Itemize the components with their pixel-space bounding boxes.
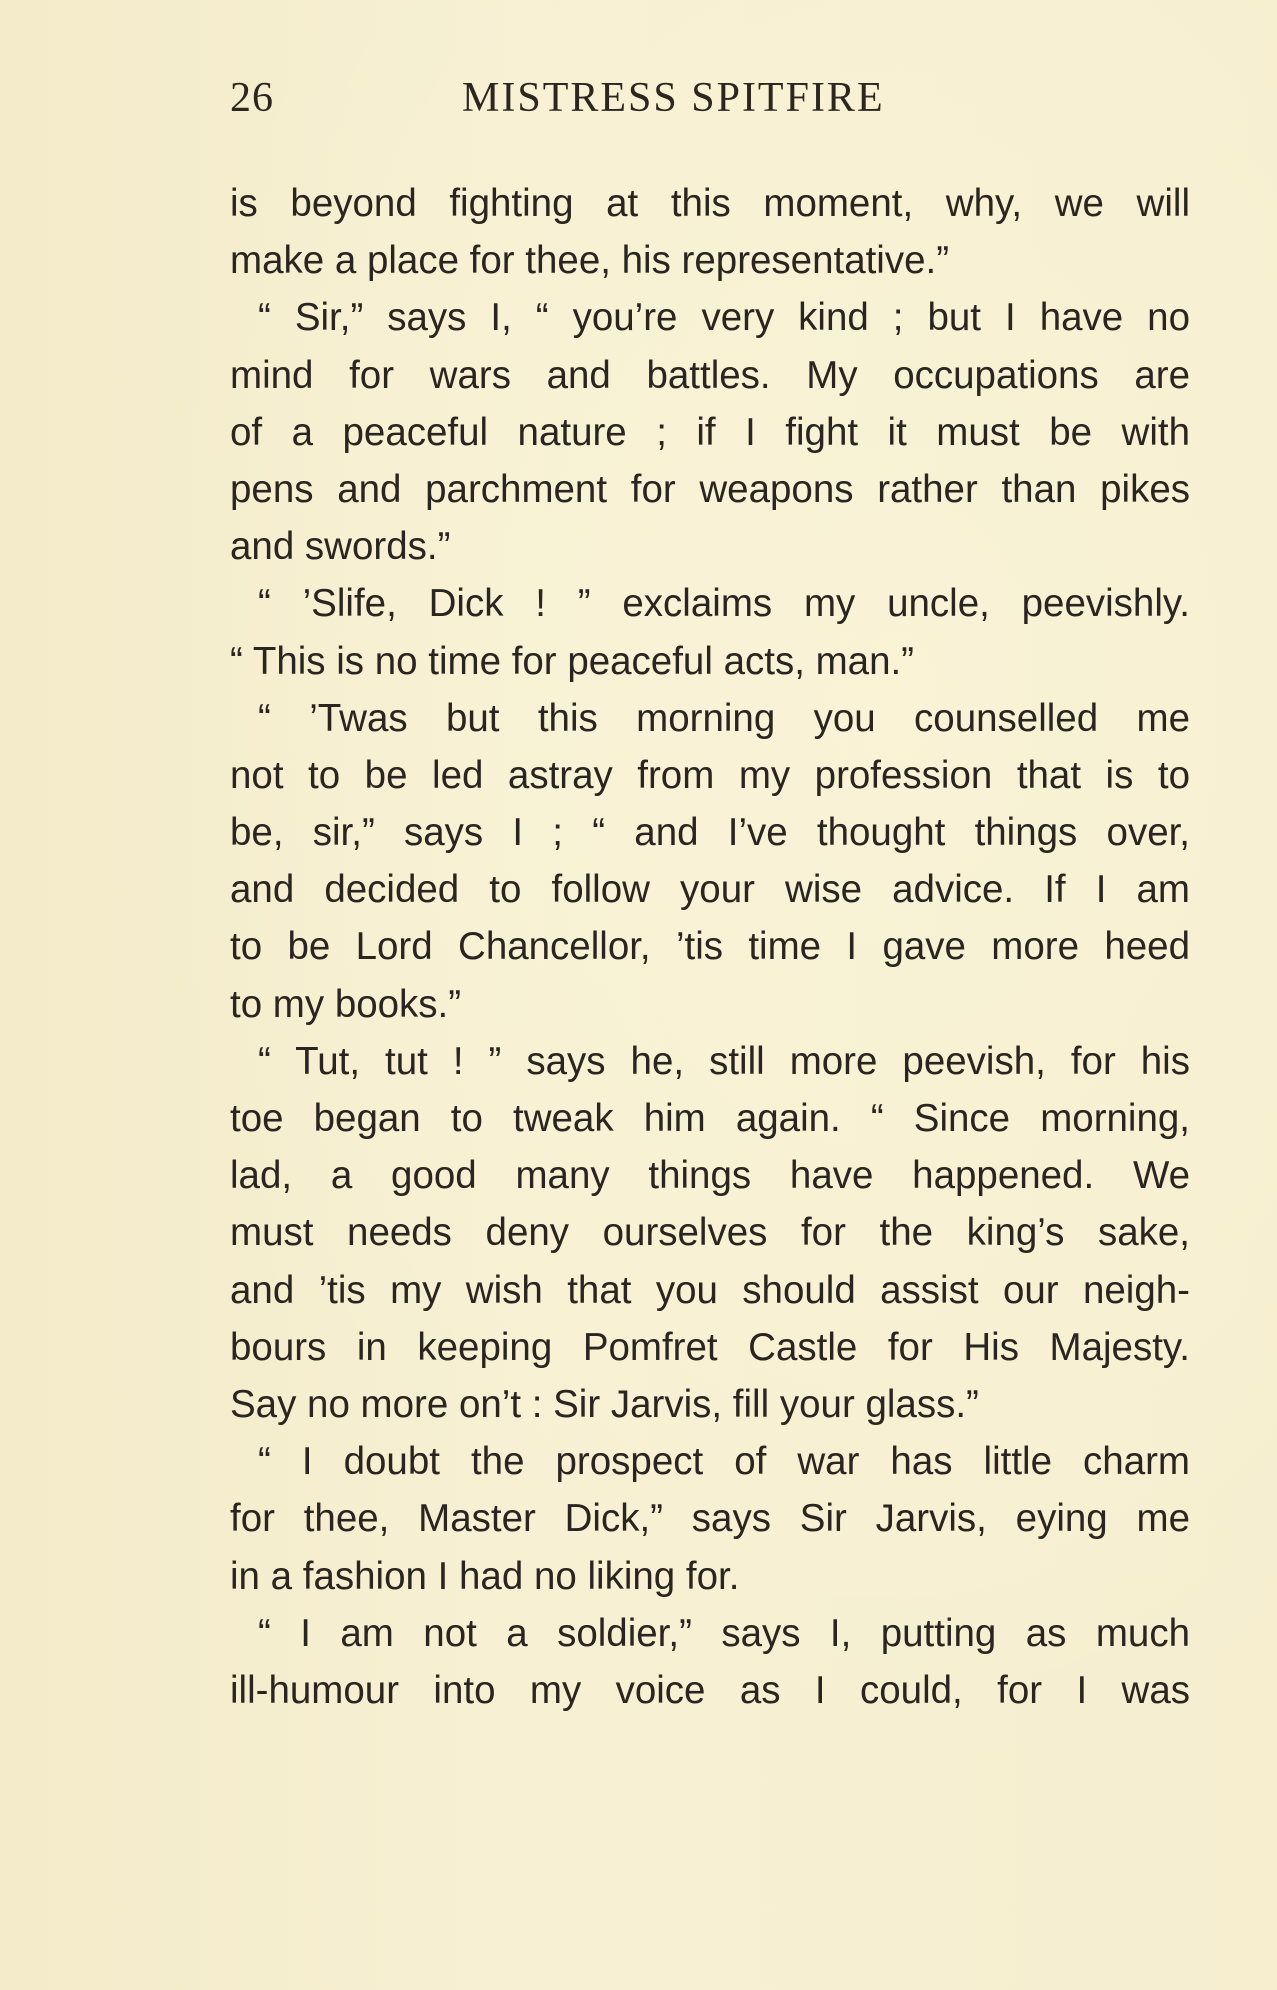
- text-line: to my books.”: [230, 982, 462, 1026]
- text-line: not to be led astray from my profession that is to: [230, 753, 1190, 797]
- text-line: “ Tut, tut ! ” says he, still more peevish, for his: [258, 1039, 1190, 1083]
- body-text: [230, 175, 1190, 1719]
- text-line: “ ’Slife, Dick ! ” exclaims my uncle, peevishly.: [258, 582, 1190, 626]
- text-line: and ’tis my wish that you should assist our neigh-: [230, 1268, 1190, 1312]
- text-line: in a fashion I had no liking for.: [230, 1554, 740, 1598]
- text-line: “ This is no time for peaceful acts, man.”: [230, 639, 914, 683]
- text-line: “ I doubt the prospect of war has little charm: [258, 1440, 1190, 1484]
- text-line: is beyond fighting at this moment, why, we will: [230, 182, 1190, 225]
- text-line: make a place for thee, his representative.”: [230, 239, 950, 283]
- text-line: and swords.”: [230, 525, 451, 569]
- text-line: “ ’Twas but this morning you counselled me: [258, 696, 1190, 740]
- page-number: 26: [230, 75, 274, 121]
- text-line: mind for wars and battles. My occupations are: [230, 353, 1190, 397]
- text-line: “ Sir,” says I, “ you’re very kind ; but I have no: [258, 296, 1190, 340]
- text-line: ill-humour into my voice as I could, for I was: [230, 1668, 1190, 1712]
- text-line: “ I am not a soldier,” says I, putting as much: [258, 1611, 1190, 1655]
- text-line: must needs deny ourselves for the king’s sake,: [230, 1211, 1190, 1255]
- text-line: for thee, Master Dick,” says Sir Jarvis, eying me: [230, 1497, 1190, 1541]
- text-line: lad, a good many things have happened. We: [230, 1154, 1190, 1198]
- text-line: be, sir,” says I ; “ and I’ve thought things over,: [230, 811, 1190, 855]
- text-line: pens and parchment for weapons rather than pikes: [230, 467, 1190, 511]
- text-line: of a peaceful nature ; if I fight it must be with: [230, 410, 1190, 454]
- text-line: to be Lord Chancellor, ’tis time I gave more heed: [230, 925, 1190, 969]
- text-line: bours in keeping Pomfret Castle for His Majesty.: [230, 1325, 1190, 1369]
- running-head: [230, 70, 1190, 130]
- text-line: toe began to tweak him again. “ Since morning,: [230, 1097, 1190, 1140]
- book-title: MISTRESS SPITFIRE: [462, 75, 885, 121]
- text-line: and decided to follow your wise advice. If I am: [230, 868, 1190, 912]
- text-line: Say no more on’t : Sir Jarvis, fill your glass.”: [230, 1382, 979, 1426]
